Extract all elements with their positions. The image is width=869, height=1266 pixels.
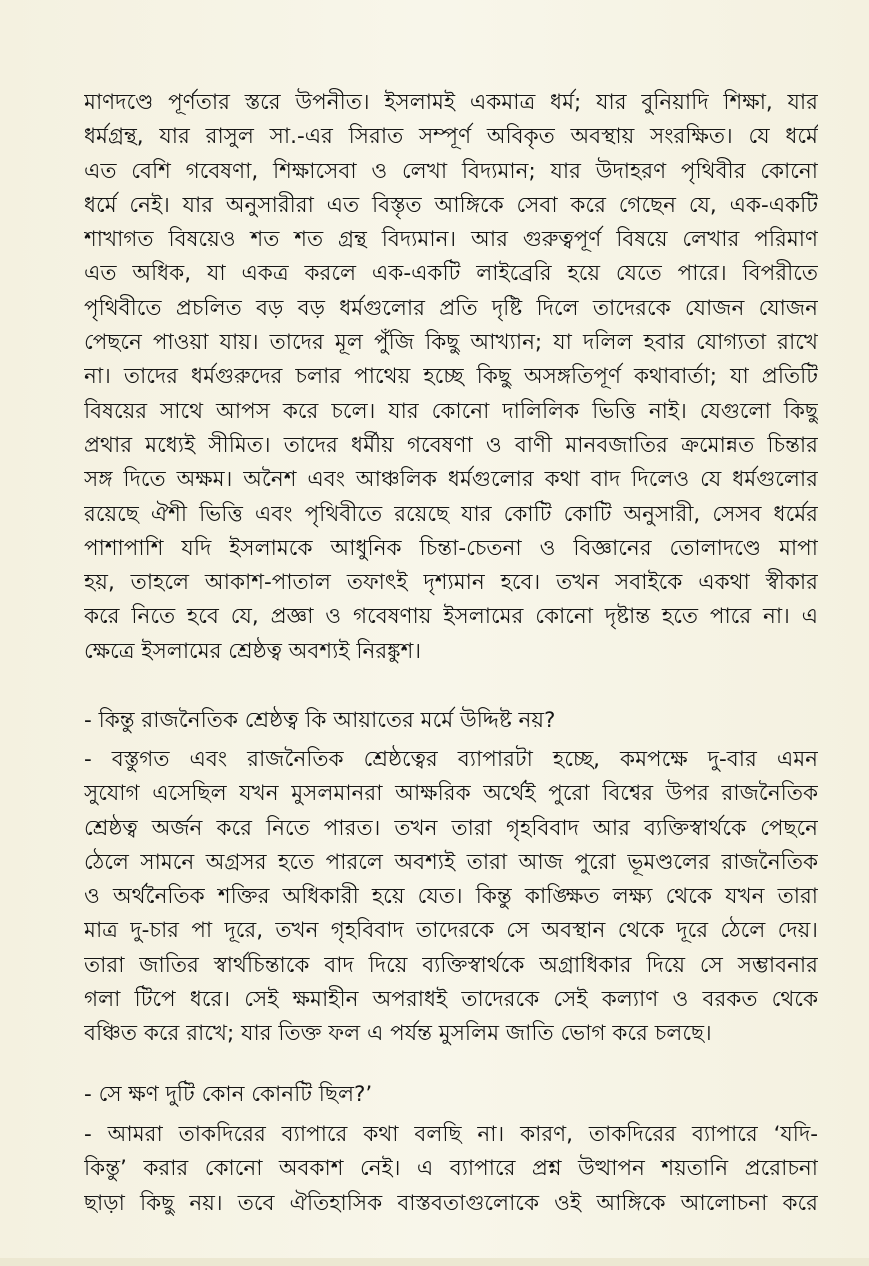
text-line: রয়েছে ঐশী ভিত্তি এবং পৃথিবীতে রয়েছে যার কোটি কোটি অনুসারী, সেসব ধর্মের (84, 501, 818, 527)
text-line: প্রথার মধ্যেই সীমিত। তাদের ধর্মীয় গবেষণা ও বাণী মানবজাতির ক্রমোন্নত চিন্তার (84, 432, 818, 458)
text-line: বঞ্চিত করে রাখে; যার তিক্ত ফল এ পর্যন্ত মুসলিম জাতি ভোগ করে চলছে। (84, 1021, 712, 1047)
page-bottom-edge (0, 1258, 869, 1266)
text-line: মাণদণ্ডে পূর্ণতার স্তরে উপনীত। ইসলামই একমাত্র ধর্ম; যার বুনিয়াদি শিক্ষা, যার (84, 90, 818, 115)
text-line: এত বেশি গবেষণা, শিক্ষাসেবা ও লেখা বিদ্যমান; যার উদাহরণ পৃথিবীর কোনো (84, 158, 818, 184)
text-line: ঠেলে সামনে অগ্রসর হতে পারলে অবশ্যই তারা আজ পুরো ভূমণ্ডলের রাজনৈতিক (84, 849, 818, 875)
question-line: - কিন্তু রাজনৈতিক শ্রেষ্ঠত্ব কি আয়াতের মর্মে উদ্দিষ্ট নয়? (84, 708, 556, 733)
paragraph-taqdir (84, 1118, 818, 1221)
text-line: - আমরা তাকদিরের ব্যাপারে কথা বলছি না। কারণ, তাকদিরের ব্যাপারে ‘যদি- (84, 1122, 818, 1147)
question-political-superiority (84, 704, 818, 738)
text-line: ধর্মগ্রন্থ, যার রাসুল সা.-এর সিরাত সম্পূর্ণ অবিকৃত অবস্থায় সংরক্ষিত। যে ধর্মে (84, 124, 818, 150)
text-line: এত অধিক, যা একত্র করলে এক-একটি লাইব্রেরি হয়ে যেতে পারে। বিপরীতে (84, 261, 818, 287)
text-line: সঙ্গ দিতে অক্ষম। অনৈশ এবং আঞ্চলিক ধর্মগুলোর কথা বাদ দিলেও যে ধর্মগুলোর (84, 467, 818, 493)
question-line: - সে ক্ষণ দুটি কোন কোনটি ছিল?’ (84, 1082, 373, 1107)
text-line: মাত্র দু-চার পা দূরে, তখন গৃহবিবাদ তাদেরকে সে অবস্থান থেকে দূরে ঠেলে দেয়। (84, 918, 818, 944)
text-line: কিন্তু’ করার কোনো অবকাশ নেই। এ ব্যাপারে প্রশ্ন উত্থাপন শয়তানি প্ররোচনা (84, 1156, 818, 1182)
text-line: না। তাদের ধর্মগুরুদের চলার পাথেয় হচ্ছে কিছু অসঙ্গতিপূর্ণ কথাবার্তা; যা প্রতিটি (84, 364, 818, 390)
text-line: করে নিতে হবে যে, প্রজ্ঞা ও গবেষণায় ইসলামের কোনো দৃষ্টান্ত হতে পারে না। এ (84, 604, 818, 630)
text-line: হয়, তাহলে আকাশ-পাতাল তফাৎই দৃশ্যমান হবে। তখন সবাইকে একথা স্বীকার (84, 570, 818, 596)
text-line: ধর্মে নেই। যার অনুসারীরা এত বিস্তৃত আঙ্গিকে সেবা করে গেছেন যে, এক-একটি (84, 192, 818, 218)
text-line: ও অর্থনৈতিক শক্তির অধিকারী হয়ে যেত। কিন্তু কাঙ্ক্ষিত লক্ষ্য থেকে যখন তারা (84, 884, 818, 910)
text-line: গলা টিপে ধরে। সেই ক্ষমাহীন অপরাধই তাদেরকে সেই কল্যাণ ও বরকত থেকে (84, 987, 818, 1013)
text-line: বিষয়ের সাথে আপস করে চলে। যার কোনো দালিলিক ভিত্তি নাই। যেগুলো কিছু (84, 398, 818, 424)
text-line: ক্ষেত্রে ইসলামের শ্রেষ্ঠত্ব অবশ্যই নিরঙ্কুশ। (84, 638, 422, 664)
text-line: সুযোগ এসেছিল যখন মুসলমানরা আক্ষরিক অর্থেই পুরো বিশ্বের উপর রাজনৈতিক (84, 781, 818, 807)
text-line: পৃথিবীতে প্রচলিত বড় বড় ধর্মগুলোর প্রতি দৃষ্টি দিলে তাদেরকে যোজন যোজন (84, 295, 818, 321)
text-line: শ্রেষ্ঠত্ব অর্জন করে নিতে পারত। তখন তারা গৃহবিবাদ আর ব্যক্তিস্বার্থকে পেছনে (84, 815, 818, 841)
question-two-moments (84, 1078, 818, 1112)
text-line: শাখাগত বিষয়েও শত শত গ্রন্থ বিদ্যমান। আর গুরুত্বপূর্ণ বিষয়ে লেখার পরিমাণ (84, 227, 818, 253)
paragraph-political-answer (84, 743, 818, 1052)
text-line: - বস্তুগত এবং রাজনৈতিক শ্রেষ্ঠত্বের ব্যাপারটা হচ্ছে, কমপক্ষে দু-বার এমন (84, 747, 818, 772)
text-line: ছাড়া কিছু নয়। তবে ঐতিহাসিক বাস্তবতাগুলোকে ওই আঙ্গিকে আলোচনা করে (84, 1190, 818, 1216)
text-line: তারা জাতির স্বার্থচিন্তাকে বাদ দিয়ে ব্যক্তিস্বার্থকে অগ্রাধিকার দিয়ে সে সম্ভাবনার (84, 952, 818, 978)
text-line: পাশাপাশি যদি ইসলামকে আধুনিক চিন্তা-চেতনা ও বিজ্ঞানের তোলাদণ্ডে মাপা (84, 535, 818, 561)
paragraph-islam-perfection (84, 86, 818, 669)
text-line: পেছনে পাওয়া যায়। তাদের মূল পুঁজি কিছু আখ্যান; যা দলিল হবার যোগ্যতা রাখে (84, 330, 818, 356)
